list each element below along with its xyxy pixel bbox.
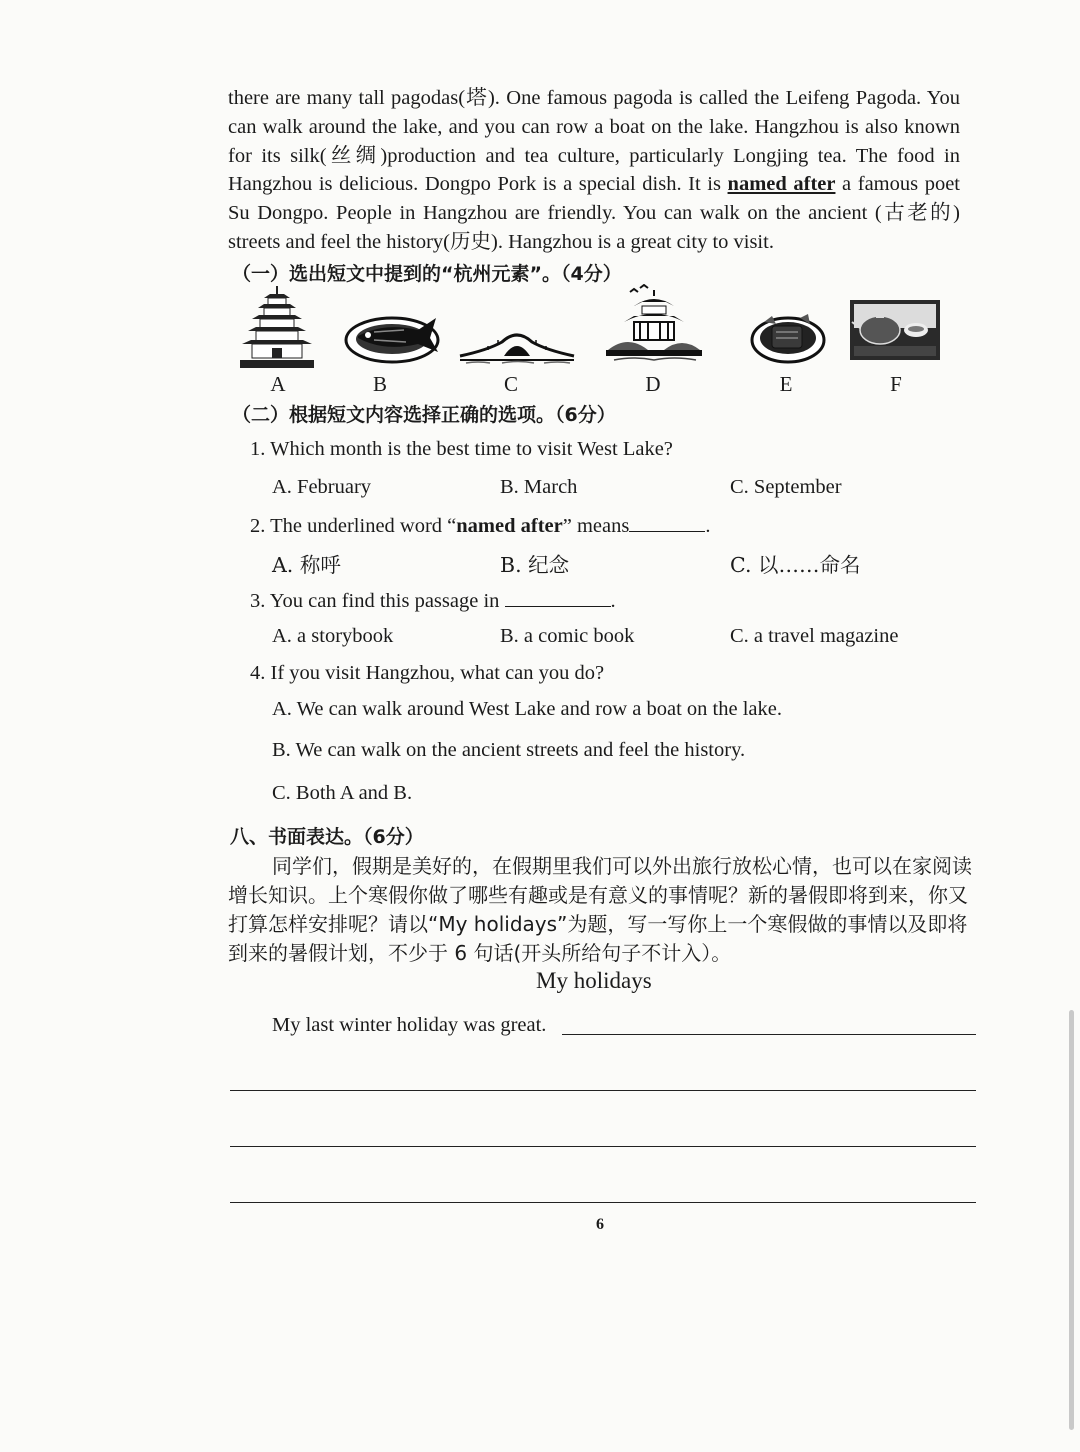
q2-option-b: B. 纪念 — [500, 553, 570, 577]
answer-blank — [629, 513, 705, 532]
q3-text: 3. You can find this passage in — [250, 590, 505, 612]
passage-text: there are many tall pagodas(塔). One famous pagoda is called the Leifeng Pagoda. You can walk around the lake, and you can row a boat on the lake. Hangzhou is also known for its silk(丝绸)production and tea culture, particularly Longjing tea. The food in Hangzhou is delicious. Dongpo Pork is a special dish. It is — [228, 87, 960, 196]
q4-option-b: B. We can walk on the ancient streets and feel the history. — [272, 739, 746, 761]
q3-option-a: A. a storybook — [272, 625, 394, 647]
writing-line — [230, 1202, 976, 1203]
composition-title: My holidays — [536, 968, 652, 993]
section-2-title: （二）根据短文内容选择正确的选项。（6分） — [232, 404, 616, 426]
instructions-text: 同学们，假期是美好的，在假期里我们可以外出旅行放松心情，也可以在家阅读增长知识。上个寒假你做了哪些有趣或是有意义的事情呢？新的暑假即将到来，你又打算怎样安排呢？请以“My holidays”为题，写一写你上一个寒假做的事情以及即将到来的暑假计划，不少于 6 句话(开头所给句子不计入）。 — [228, 854, 972, 965]
underlined-word: named after — [727, 173, 836, 196]
question-1: 1. Which month is the best time to visit West Lake? — [250, 438, 673, 460]
question-4: 4. If you visit Hangzhou, what can you do? — [250, 662, 605, 684]
picture-label-e: E — [779, 372, 793, 396]
q2-option-c: C. 以……命名 — [730, 553, 861, 577]
q1-option-b: B. March — [500, 476, 578, 498]
writing-line — [230, 1090, 976, 1091]
q2-text: 2. The underlined word “ — [250, 515, 457, 537]
picture-label-b: B — [372, 372, 387, 396]
pagoda-image — [238, 284, 316, 372]
q2-text: ” means — [562, 515, 630, 537]
bridge-image — [458, 322, 576, 366]
tea-set-image — [850, 300, 940, 360]
q3-period: . — [610, 590, 616, 612]
passage-text: a famous poet Su Dongpo. People in Hangzhou are friendly. You can walk on the ancient (古老的) streets and feel the history(历史). Hangzhou is a great city to visit. — [228, 173, 960, 253]
q1-option-a: A. February — [272, 476, 372, 498]
picture-label-d: D — [645, 372, 661, 396]
composition-opening: My last winter holiday was great. — [272, 1014, 547, 1036]
page-number: 6 — [596, 1216, 604, 1233]
writing-line — [230, 1146, 976, 1147]
writing-section-title: 八、书面表达。（6分） — [230, 826, 424, 848]
reading-passage — [228, 84, 960, 257]
q2-option-a: A. 称呼 — [272, 553, 341, 577]
scrollbar[interactable] — [1069, 1010, 1074, 1430]
pork-dish-image — [750, 306, 826, 366]
q1-option-c: C. September — [730, 476, 842, 498]
q4-option-c: C. Both A and B. — [272, 782, 413, 804]
q2-bold-word: named after — [456, 515, 563, 537]
fish-dish-image — [344, 308, 444, 366]
writing-line — [562, 1034, 976, 1035]
picture-label-a: A — [270, 372, 286, 396]
writing-instructions — [228, 852, 974, 968]
q4-option-a: A. We can walk around West Lake and row a boat on the lake. — [272, 698, 782, 720]
answer-blank — [505, 588, 611, 607]
question-3 — [250, 588, 616, 613]
pavilion-image — [604, 284, 704, 364]
question-2 — [250, 513, 710, 538]
section-1-title: （一）选出短文中提到的“杭州元素”。（4分） — [232, 263, 622, 285]
q2-period: . — [705, 515, 711, 537]
q3-option-c: C. a travel magazine — [730, 625, 899, 647]
picture-label-f: F — [890, 372, 902, 396]
q3-option-b: B. a comic book — [500, 625, 635, 647]
picture-label-c: C — [503, 372, 518, 396]
